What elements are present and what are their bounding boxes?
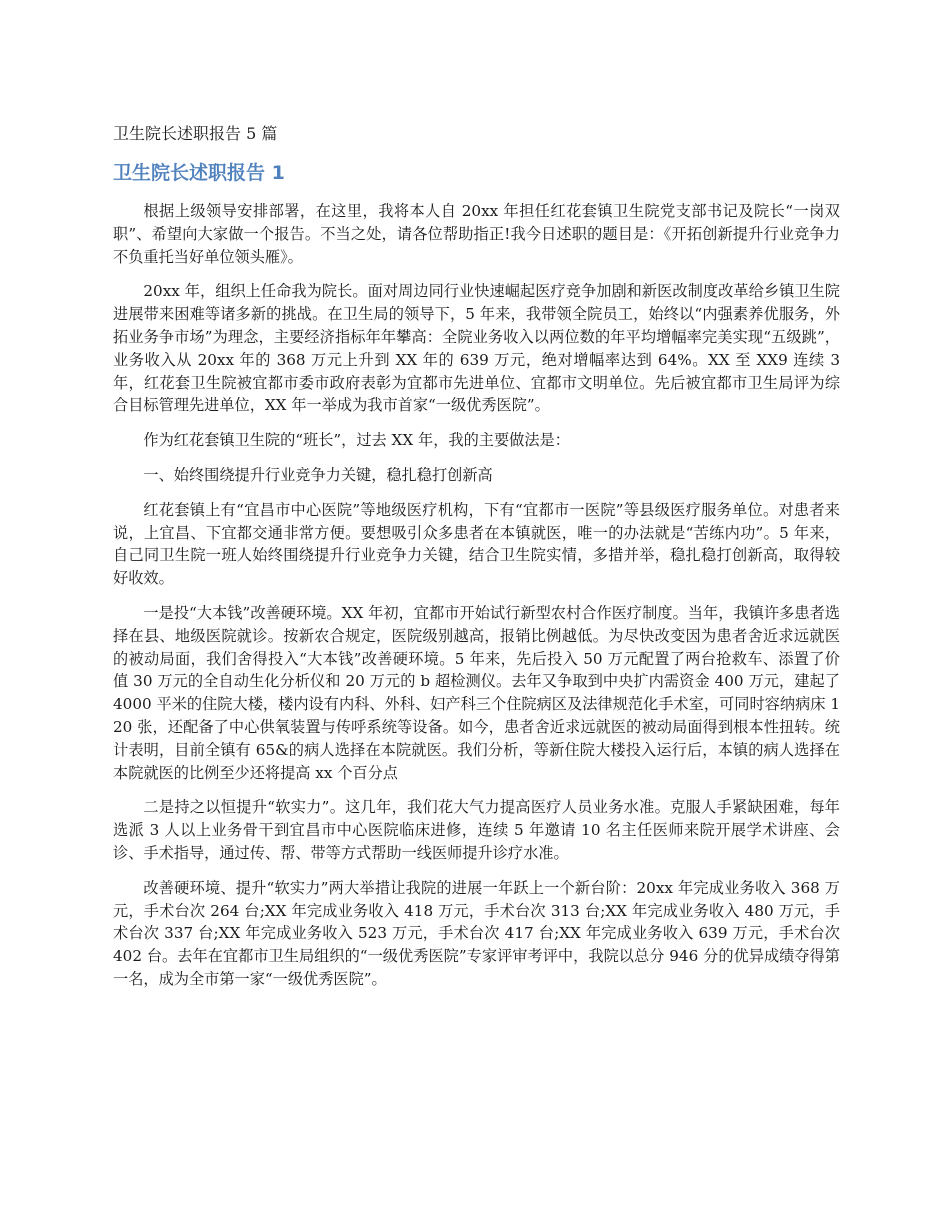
paragraph-subheading-one: 一、始终围绕提升行业竞争力关键，稳扎稳打创新高: [143, 465, 493, 484]
paragraph-hard-environment: 一是投“大本钱”改善硬环境。XX 年初，宜都市开始试行新型农村合作医疗制度。当年，我镇许多患者选择在县、地级医院就诊。按新农合规定，医院级别越高，报销比例越低。为尽快改变因为患者舍近求远就医的被动局面，我们舍得投入“大本钱”改善硬环境。5 年来，先后投入 50 万元配置了两台抢救车、添置了价值 30 万元的全自动生化分析仪和 20 万元的 b 超检测仪。去年又争取到中央扩内需资金 400 万元，建起了 4000 平米的住院大楼，楼内设有内科、外科、妇产科三个住院病区及法律规范化手术室，可同时容纳病床 120 张，还配备了中心供氧装置与传呼系统等设备。如今，患者舍近求远就医的被动局面得到根本性扭转。统计表明，目前全镇有 65&的病人选择在本院就医。我们分析，等新住院大楼投入运行后，本镇的病人选择在本院就医的比例至少还将提高 xx 个百分点: [113, 603, 840, 782]
paragraph-intro: 根据上级领导安排部署，在这里，我将本人自 20xx 年担任红花套镇卫生院党支部书记及院长“一岗双职”、希望向大家做一个报告。不当之处，请各位帮助指正!我今日述职的题目是：《开拓创新提升行业竞争力 不负重托当好单位领头雁》。: [113, 202, 840, 266]
paragraph-practices-intro: 作为红花套镇卫生院的“班长”，过去 XX 年，我的主要做法是：: [143, 431, 570, 450]
document-page: [113, 122, 840, 1003]
paragraph-appointment: 20xx 年，组织上任命我为院长。面对周边同行业快速崛起医疗竞争加剧和新医改制度改革给乡镇卫生院进展带来困难等诸多新的挑战。在卫生局的领导下，5 年来，我带领全院员工，始终以“内强素养优服务，外拓业务争市场”为理念，主要经济指标年年攀高：全院业务收入以两位数的年平均增幅率完美实现“五级跳”，业务收入从 20xx 年的 368 万元上升到 XX 年的 639 万元，绝对增幅率达到 64%。XX 至 XX9 连续 3 年，红花套卫生院被宜都市委市政府表彰为宜都市先进单位、宜都市文明单位。先后被宜都市卫生局评为综合目标管理先进单位，XX 年一举成为我市首家“一级优秀医院”。: [113, 282, 840, 415]
paragraph-soft-power: 二是持之以恒提升“软实力”。这几年，我们花大气力提高医疗人员业务水准。克服人手紧缺困难，每年选派 3 人以上业务骨干到宜昌市中心医院临床进修，连续 5 年邀请 10 名主任医师来院开展学术讲座、会诊、手术指导，通过传、帮、带等方式帮助一线医师提升诊疗水准。: [113, 798, 840, 862]
paragraph-competition: 红花套镇上有“宜昌市中心医院”等地级医疗机构，下有“宜都市一医院”等县级医疗服务单位。对患者来说，上宜昌、下宜都交通非常方便。要想吸引众多患者在本镇就医，唯一的办法就是“苦练内功”。5 年来，自己同卫生院一班人始终围绕提升行业竞争力关键，结合卫生院实情，多措并举，稳扎稳打创新高，取得较好收效。: [113, 500, 840, 588]
section-heading: 卫生院长述职报告 1: [113, 162, 285, 184]
paragraph-results: 改善硬环境、提升“软实力”两大举措让我院的进展一年跃上一个新台阶：20xx 年完成业务收入 368 万元，手术台次 264 台;XX 年完成业务收入 418 万元，手术台次 313 台;XX 年完成业务收入 480 万元，手术台次 337 台;XX 年完成业务收入 523 万元，手术台次 417 台;XX 年完成业务收入 639 万元，手术台次 402 台。去年在宜都市卫生局组织的“一级优秀医院”专家评审考评中，我院以总分 946 分的优异成绩夺得第一名，成为全市第一家“一级优秀医院”。: [113, 878, 840, 988]
document-title: 卫生院长述职报告 5 篇: [113, 124, 278, 143]
